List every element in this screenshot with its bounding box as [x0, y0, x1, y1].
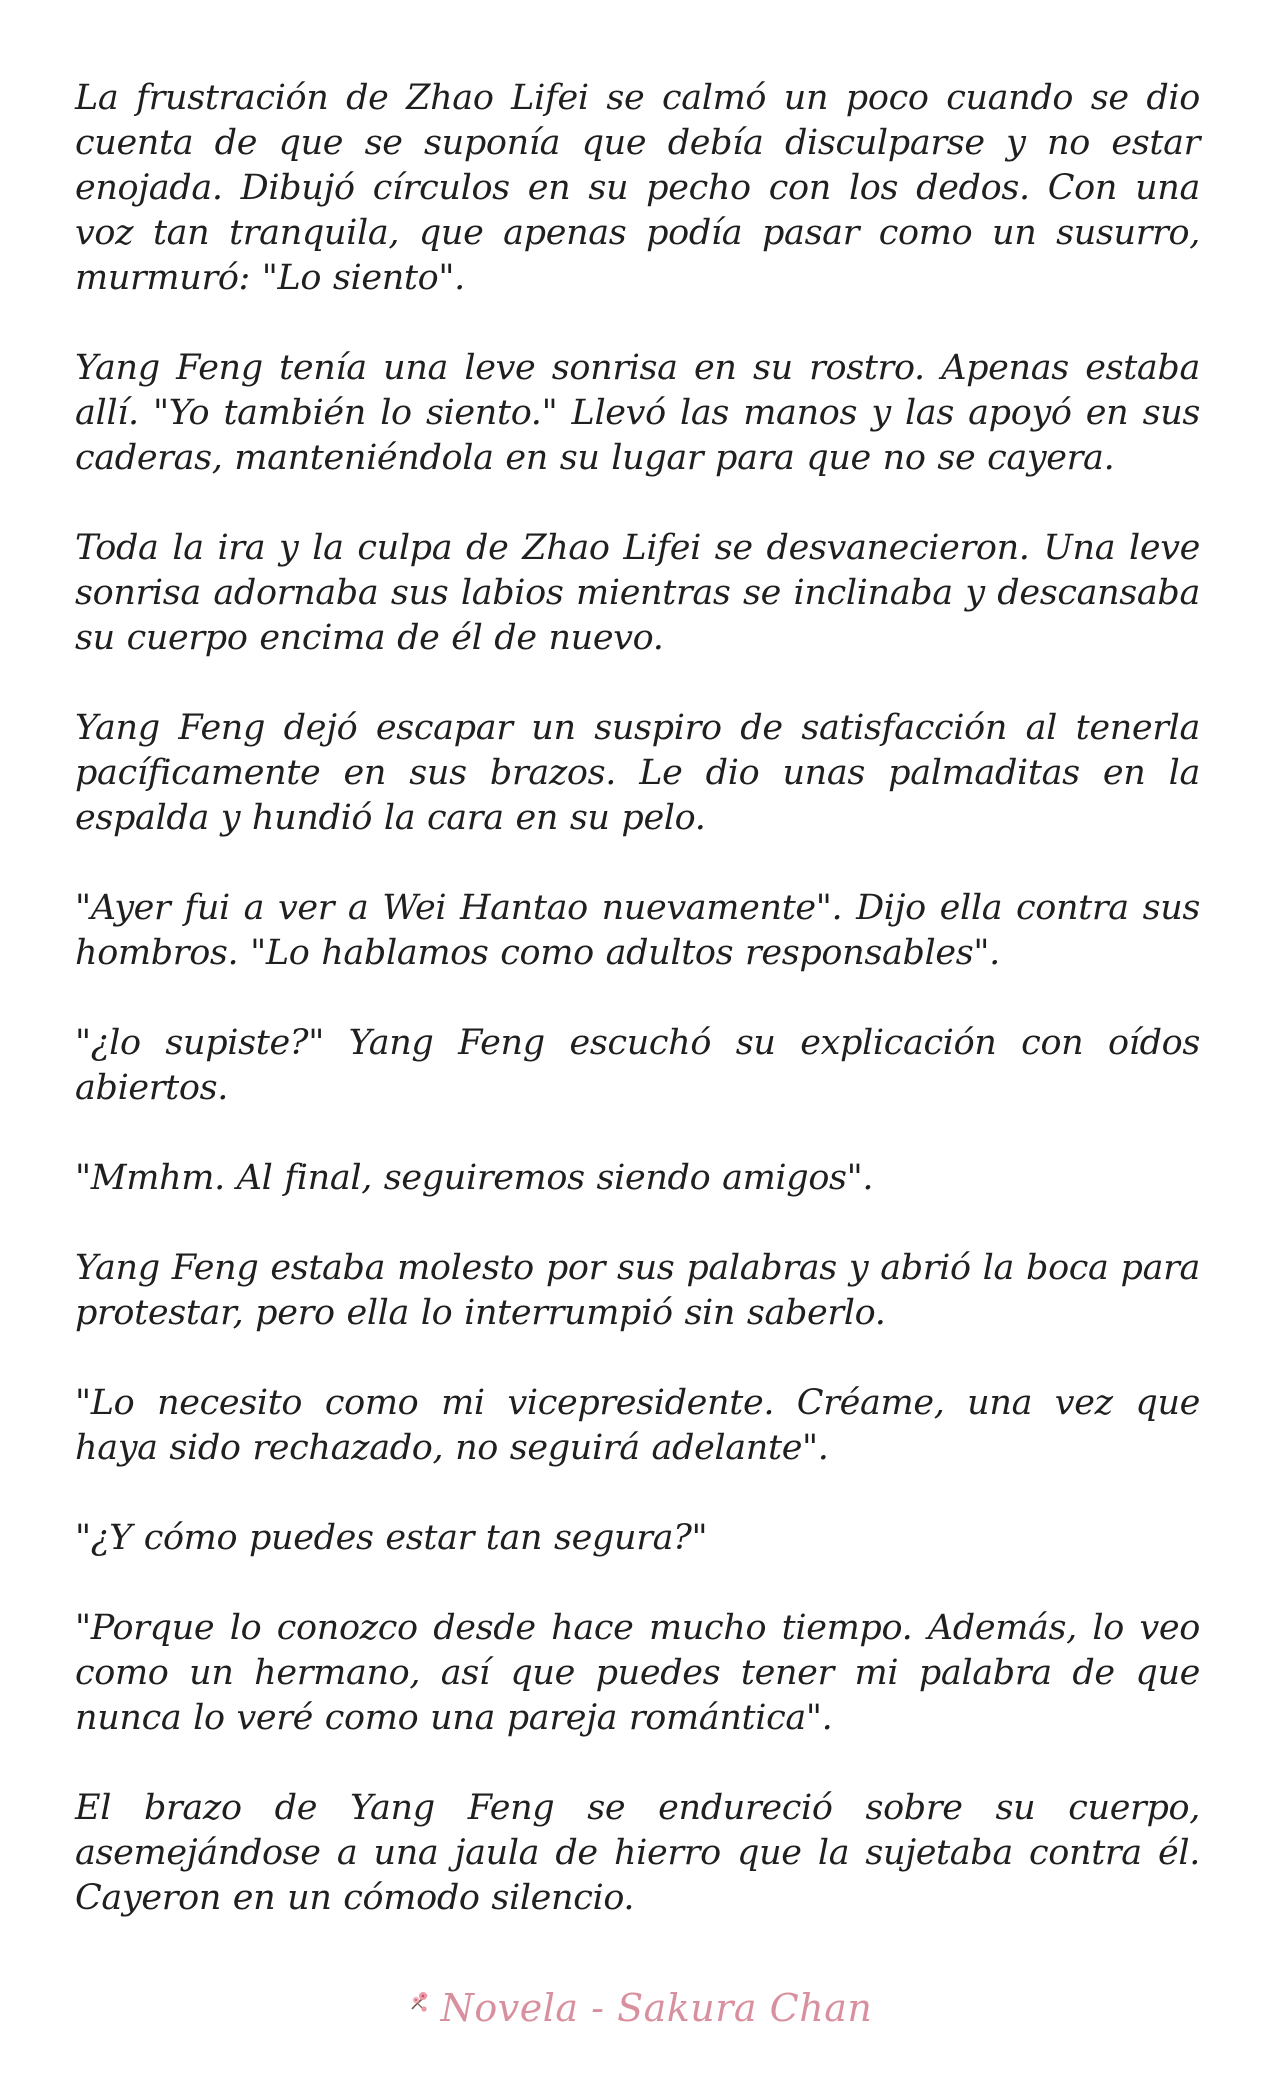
paragraph-2: Yang Feng tenía una leve sonrisa en su rostro. Apenas estaba allí. "Yo también lo siento." Llevó las manos y las apoyó en sus caderas, manteniéndola en su lugar para que no se cayera.: [75, 348, 1200, 478]
watermark: [0, 1982, 1275, 2030]
watermark-text: Novela - Sakura Chan: [440, 1986, 873, 2030]
paragraph-5: "Ayer fui a ver a Wei Hantao nuevamente". Dijo ella contra sus hombros. "Lo hablamos como adultos responsables".: [75, 888, 1200, 973]
paragraph-3: Toda la ira y la culpa de Zhao Lifei se desvanecieron. Una leve sonrisa adornaba sus labios mientras se inclinaba y descansaba su cuerpo encima de él de nuevo.: [75, 528, 1200, 658]
paragraph-4: Yang Feng dejó escapar un suspiro de satisfacción al tenerla pacíficamente en sus brazos. Le dio unas palmaditas en la espalda y hundió la cara en su pelo.: [75, 708, 1200, 838]
novel-text: [75, 76, 1200, 1921]
paragraph-1: La frustración de Zhao Lifei se calmó un poco cuando se dio cuenta de que se suponía que debía disculparse y no estar enojada. Dibujó círculos en su pecho con los dedos. Con una voz tan tranquila, que apenas podía pasar como un susurro, murmuró: "Lo siento".: [75, 78, 1200, 298]
paragraph-11: "Porque lo conozco desde hace mucho tiempo. Además, lo veo como un hermano, así que puedes tener mi palabra de que nunca lo veré como una pareja romántica".: [75, 1608, 1200, 1738]
cherry-blossom-icon: [403, 1982, 433, 2012]
paragraph-6: "¿lo supiste?" Yang Feng escuchó su explicación con oídos abiertos.: [75, 1023, 1200, 1108]
paragraph-12: El brazo de Yang Feng se endureció sobre su cuerpo, asemejándose a una jaula de hierro que la sujetaba contra él. Cayeron en un cómodo silencio.: [75, 1788, 1200, 1918]
paragraph-10: "¿Y cómo puedes estar tan segura?": [75, 1518, 708, 1558]
paragraph-9: "Lo necesito como mi vicepresidente. Créame, una vez que haya sido rechazado, no seguirá adelante".: [75, 1383, 1200, 1468]
paragraph-8: Yang Feng estaba molesto por sus palabras y abrió la boca para protestar, pero ella lo interrumpió sin saberlo.: [75, 1248, 1200, 1333]
paragraph-7: "Mmhm. Al final, seguiremos siendo amigos".: [75, 1158, 874, 1198]
